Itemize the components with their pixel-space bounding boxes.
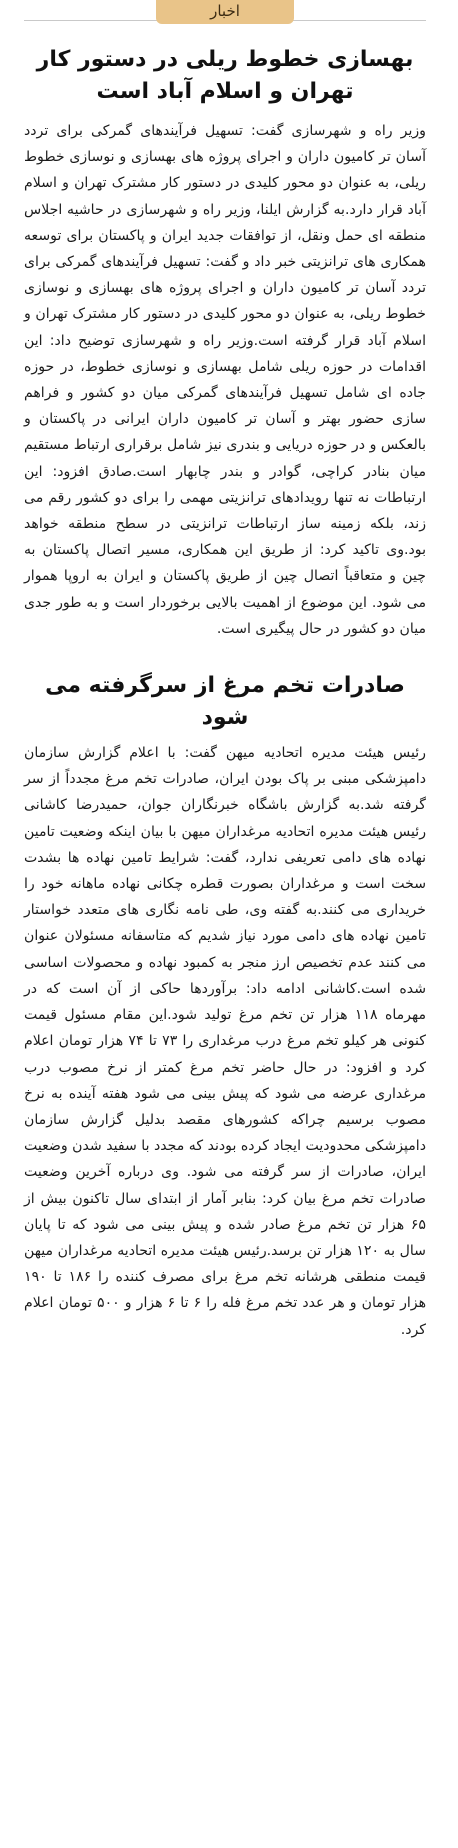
section-header — [24, 0, 426, 26]
article-railway — [24, 44, 426, 642]
section-tag: اخبار — [156, 0, 294, 24]
article-eggs — [24, 670, 426, 1343]
article-body: وزیر راه و شهرسازی گفت: تسهیل فرآیندهای گمرکی برای تردد آسان تر کامیون داران و اجرای پروژه های بهسازی و نوسازی خطوط ریلی، به عنوان دو محور کلیدی در دستور کار مشترک تهران و اسلام آباد قرار دارد.به گزارش ایلنا، وزیر راه و شهرسازی در حاشیه اجلاس منطقه ای حمل ونقل، از توافقات جدید ایران و پاکستان برای توسعه همکاری های ترانزیتی خبر داد و گفت: تسهیل فرآیندهای گمرکی برای تردد آسان تر کامیون داران و اجرای پروژه های بهسازی و نوسازی خطوط ریلی، به عنوان دو محور کلیدی در دستور کار مشترک تهران و اسلام آباد قرار گرفته است.وزیر راه و شهرسازی توضیح داد: این اقدامات در حوزه ریلی شامل بهسازی و نوسازی خطوط، در حوزه جاده ای شامل تسهیل فرآیندهای گمرکی میان دو کشور و فراهم سازی حضور بهتر و آسان تر کامیون داران ایرانی در پاکستان و بالعکس و در حوزه دریایی و بندری نیز شامل برقراری ارتباط مستقیم میان بنادر کراچی، گوادر و بندر چابهار است.صادق افزود: این ارتباطات نه تنها رویدادهای ترانزیتی مهمی را برای دو کشور رقم می زند، بلکه زمینه ساز ارتباطات ترانزیتی در سطح منطقه خواهد بود.وی تاکید کرد: از طریق این همکاری، مسیر اتصال پاکستان به چین و متعاقباً اتصال چین از طریق پاکستان و ایران به اروپا هموار می شود. این موضوع از اهمیت بالایی برخوردار است و به طور جدی میان دو کشور در حال پیگیری است. — [24, 123, 426, 637]
article-body: رئیس هیئت مدیره اتحادیه میهن گفت: با اعلام گزارش سازمان دامپزشکی مبنی بر پاک بودن ایران، صادرات تخم مرغ مجدداً از سر گرفته شد.به گزارش باشگاه خبرنگاران جوان، حمیدرضا کاشانی رئیس هیئت مدیره اتحادیه مرغداران میهن با بیان اینکه وضعیت تامین نهاده های دامی تعریفی ندارد، گفت: شرایط تامین نهاده ها بشدت سخت است و مرغداران بصورت قطره چکانی نهاده ماهانه خود را خریداری می کنند.به گفته وی، طی نامه نگاری های متعدد خواستار تامین نهاده های دامی مورد نیاز شدیم که متاسفانه مسئولان عنوان می کنند عدم تخصیص ارز منجر به کمبود نهاده و محصولات اساسی شده است.کاشانی ادامه داد: برآوردها حاکی از آن است که در مهرماه ۱۱۸ هزار تن تخم مرغ تولید شود.این مقام مسئول قیمت کنونی هر کیلو تخم مرغ درب مرغداری را ۷۳ تا ۷۴ هزار تومان اعلام کرد و افزود: در حال حاضر تخم مرغ کمتر از نرخ مصوب درب مرغداری عرضه می شود که پیش بینی می شود هفته آینده به نرخ مصوب برسیم چراکه کشورهای مقصد بدلیل گزارش سازمان دامپزشکی محدودیت ایجاد کرده بودند که مجدد با سفید شدن وضعیت ایران، صادرات از سر گرفته می شود. وی درباره آخرین وضعیت صادرات تخم مرغ بیان کرد: بنابر آمار از ابتدای سال تاکنون بیش از ۶۵ هزار تن تخم مرغ صادر شده و پیش بینی می شود که تا پایان سال به ۱۲۰ هزار تن برسد.رئیس هیئت مدیره اتحادیه مرغداران میهن قیمت منطقی هرشانه تخم مرغ برای مصرف کننده را ۱۸۶ تا ۱۹۰ هزار تومان و هر عدد تخم مرغ فله را ۶ تا ۶ هزار و ۵۰۰ تومان اعلام کرد. — [24, 745, 426, 1338]
article-headline: بهسازی خطوط ریلی در دستور کار تهران و اسلام آباد است — [36, 47, 414, 104]
article-headline: صادرات تخم مرغ از سرگرفته می شود — [45, 673, 405, 731]
